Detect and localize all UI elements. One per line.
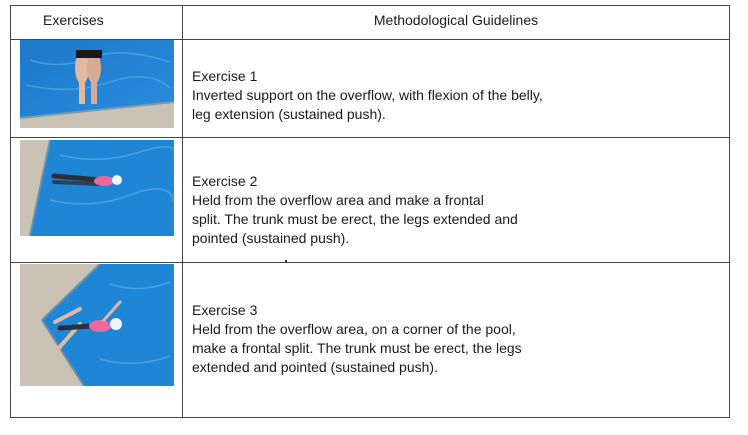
row-divider bbox=[11, 137, 729, 138]
exercise-3-guideline bbox=[192, 301, 522, 377]
exercise-title: Exercise 3 bbox=[192, 302, 258, 318]
exercise-2-photo bbox=[20, 140, 174, 236]
guideline-line: split. The trunk must be erect, the legs extended and bbox=[192, 211, 518, 227]
exercises-table bbox=[10, 5, 730, 418]
guideline-line: leg extension (sustained push). bbox=[192, 106, 386, 122]
guideline-line: Held from the overflow area and make a frontal bbox=[192, 192, 484, 208]
header-guidelines: Methodological Guidelines bbox=[373, 12, 539, 28]
exercise-3-photo bbox=[20, 264, 174, 386]
stray-mark bbox=[285, 260, 287, 262]
row-divider bbox=[11, 262, 729, 263]
guideline-line: extended and pointed (sustained push). bbox=[192, 359, 438, 375]
guideline-line: make a frontal split. The trunk must be erect, the legs bbox=[192, 340, 522, 356]
guideline-line: Held from the overflow area, on a corner of the pool, bbox=[192, 321, 516, 337]
exercise-1-guideline bbox=[192, 67, 543, 124]
exercise-2-guideline bbox=[192, 172, 518, 248]
exercise-title: Exercise 1 bbox=[192, 68, 258, 84]
exercise-1-photo bbox=[20, 40, 174, 128]
header-exercises: Exercises bbox=[43, 12, 104, 28]
guideline-line: pointed (sustained push). bbox=[192, 230, 350, 246]
column-divider bbox=[182, 6, 183, 417]
exercise-title: Exercise 2 bbox=[192, 173, 258, 189]
guideline-line: Inverted support on the overflow, with flexion of the belly, bbox=[192, 87, 543, 103]
